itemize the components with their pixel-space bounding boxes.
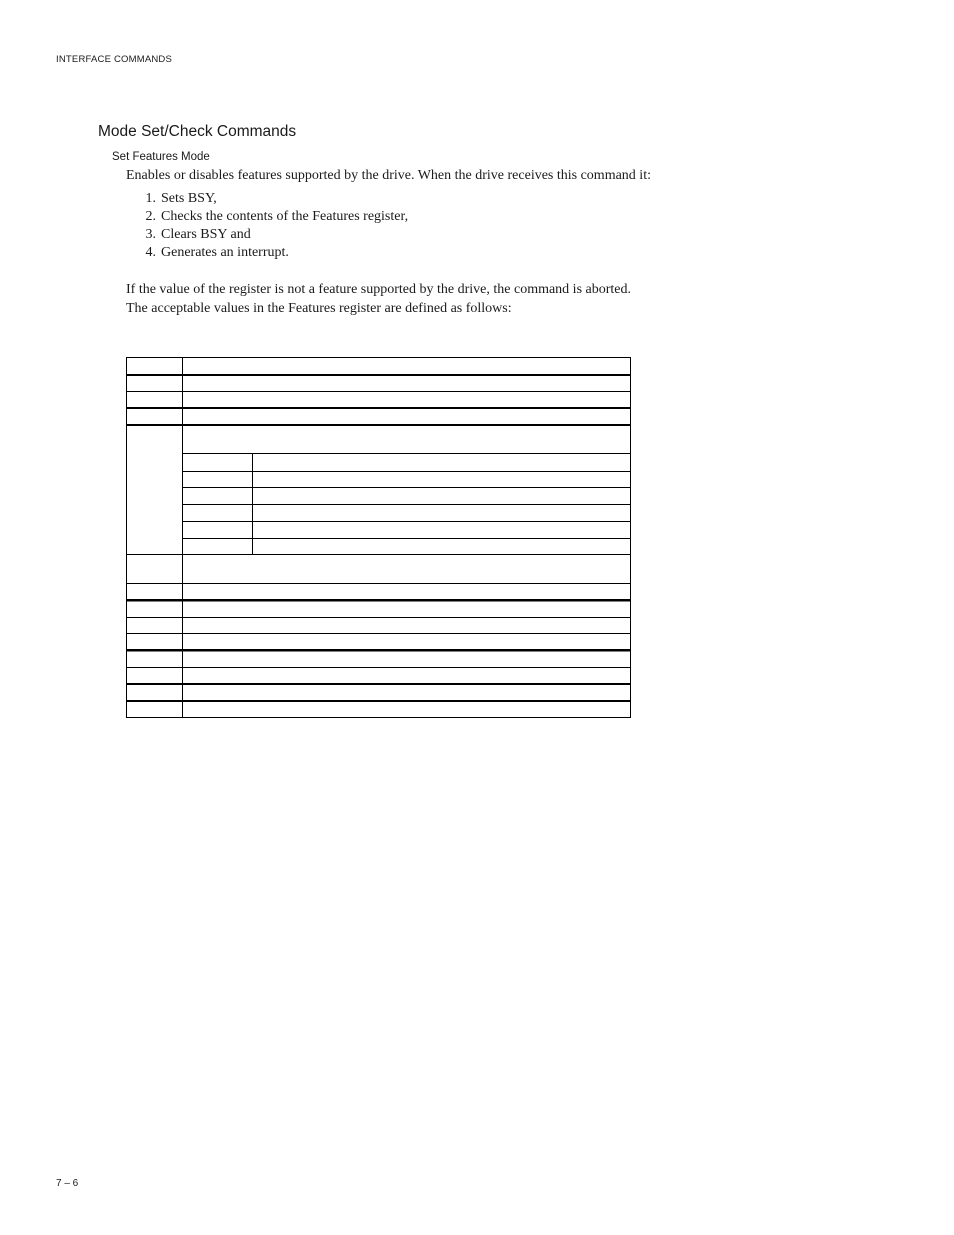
list-item xyxy=(126,190,408,208)
step-text: Generates an interrupt. xyxy=(161,245,289,260)
subsection-title: Set Features Mode xyxy=(112,151,210,163)
intro-paragraph: Enables or disables features supported by the drive. When the drive receives this command it: xyxy=(126,168,651,183)
step-number: 1. xyxy=(145,191,156,206)
step-number: 3. xyxy=(145,227,156,242)
running-header: INTERFACE COMMANDS xyxy=(56,54,173,65)
step-text: Sets BSY, xyxy=(161,191,217,206)
step-text: Clears BSY and xyxy=(161,227,251,242)
step-text: Checks the contents of the Features register, xyxy=(161,209,409,224)
features-table xyxy=(126,357,631,718)
list-item xyxy=(126,226,408,244)
section-title: Mode Set/Check Commands xyxy=(98,123,297,140)
steps-list xyxy=(126,190,408,262)
features-table-grid xyxy=(126,357,631,718)
abort-note: If the value of the register is not a feature supported by the drive, the command is aborted. xyxy=(126,282,631,297)
table-intro: The acceptable values in the Features register are defined as follows: xyxy=(126,301,512,316)
step-number: 2. xyxy=(145,209,156,224)
step-number: 4. xyxy=(145,245,156,260)
list-item xyxy=(126,244,408,262)
page-number: 7 – 6 xyxy=(56,1178,79,1189)
list-item xyxy=(126,208,408,226)
